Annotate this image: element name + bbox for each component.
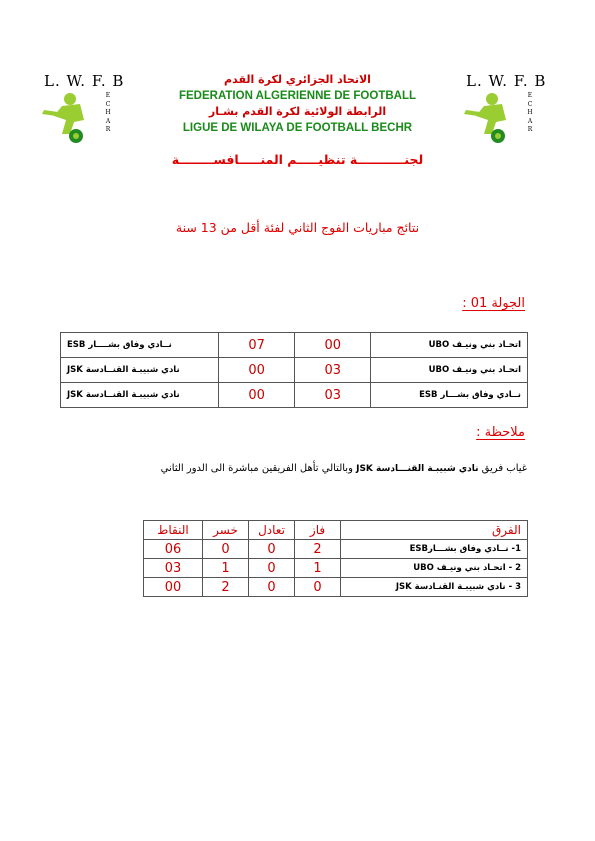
header-teams: الفرق <box>341 521 528 540</box>
federation-name-fr: FEDERATION ALGERIENNE DE FOOTBALL <box>178 90 417 102</box>
home-score: 03 <box>295 383 371 408</box>
points: 00 <box>144 578 203 597</box>
won-count: 2 <box>295 540 341 559</box>
note-text: غياب فريق نادي شبيبـة القنـــادسة JSK وبالتالي تأهل الفريقين مباشرة الى الدور الثاني <box>160 463 527 474</box>
away-team: نادي شبيبـة القنــادسة JSK <box>61 358 219 383</box>
federation-name-ar: الاتحاد الجزائري لكرة القدم <box>224 73 371 86</box>
table-row <box>61 383 528 408</box>
home-score: 00 <box>295 333 371 358</box>
away-team: نادي شبيبـة القنــادسة JSK <box>61 383 219 408</box>
home-team: نــادي وفاق بشـــار ESB <box>371 383 528 408</box>
table-row <box>61 333 528 358</box>
logo-vertical-text: E C H A R <box>527 92 533 133</box>
won-count: 1 <box>295 559 341 578</box>
drawn-count: 0 <box>249 540 295 559</box>
home-team: اتحـاد بني ونيـف UBO <box>371 333 528 358</box>
absent-team: نادي شبيبـة القنـــادسة JSK <box>356 464 479 474</box>
table-header-row <box>144 521 528 540</box>
standings-table <box>143 520 528 597</box>
league-logo-right <box>462 72 552 144</box>
team-name: 2 - اتحـاد بني ونيـف UBO <box>341 559 528 578</box>
header-lost: خسر <box>203 521 249 540</box>
away-score: 00 <box>219 358 295 383</box>
away-team: نــادي وفاق بشــــار ESB <box>61 333 219 358</box>
match-results-table <box>60 332 528 408</box>
home-score: 03 <box>295 358 371 383</box>
drawn-count: 0 <box>249 559 295 578</box>
away-score: 00 <box>219 383 295 408</box>
points: 03 <box>144 559 203 578</box>
league-logo-left <box>40 72 130 144</box>
note-heading: ملاحظة : <box>476 425 525 440</box>
header-points: النقاط <box>144 521 203 540</box>
lost-count: 0 <box>203 540 249 559</box>
document-title: نتائج مباريات الفوج الثاني لفئة أقل من 13 سنة <box>175 220 420 235</box>
drawn-count: 0 <box>249 578 295 597</box>
round-heading: الجولة 01 : <box>462 296 525 311</box>
lost-count: 1 <box>203 559 249 578</box>
lost-count: 2 <box>203 578 249 597</box>
logo-title: L. W. F. B <box>466 72 547 90</box>
league-name-ar: الرابطة الولائية لكرة القدم بشـار <box>208 105 387 118</box>
logo-title: L. W. F. B <box>44 72 125 90</box>
header-won: فاز <box>295 521 341 540</box>
table-row <box>144 540 528 559</box>
table-row <box>61 358 528 383</box>
points: 06 <box>144 540 203 559</box>
letterhead <box>140 72 455 136</box>
header-drawn: تعادل <box>249 521 295 540</box>
home-team: اتحـاد بني ونيـف UBO <box>371 358 528 383</box>
won-count: 0 <box>295 578 341 597</box>
committee-title: لجنـــــــــــة تنظيـــــم المنـــــافســــــــة <box>171 152 424 167</box>
team-name: 3 - نادي شبيبـة القنـادسة JSK <box>341 578 528 597</box>
football-player-icon <box>462 90 514 144</box>
logo-vertical-text: E C H A R <box>105 92 111 133</box>
table-row <box>144 578 528 597</box>
away-score: 07 <box>219 333 295 358</box>
league-name-fr: LIGUE DE WILAYA DE FOOTBALL BECHR <box>182 122 413 134</box>
football-player-icon <box>40 90 92 144</box>
team-name: 1- نــادي وفاق بشـــارESB <box>341 540 528 559</box>
table-row <box>144 559 528 578</box>
